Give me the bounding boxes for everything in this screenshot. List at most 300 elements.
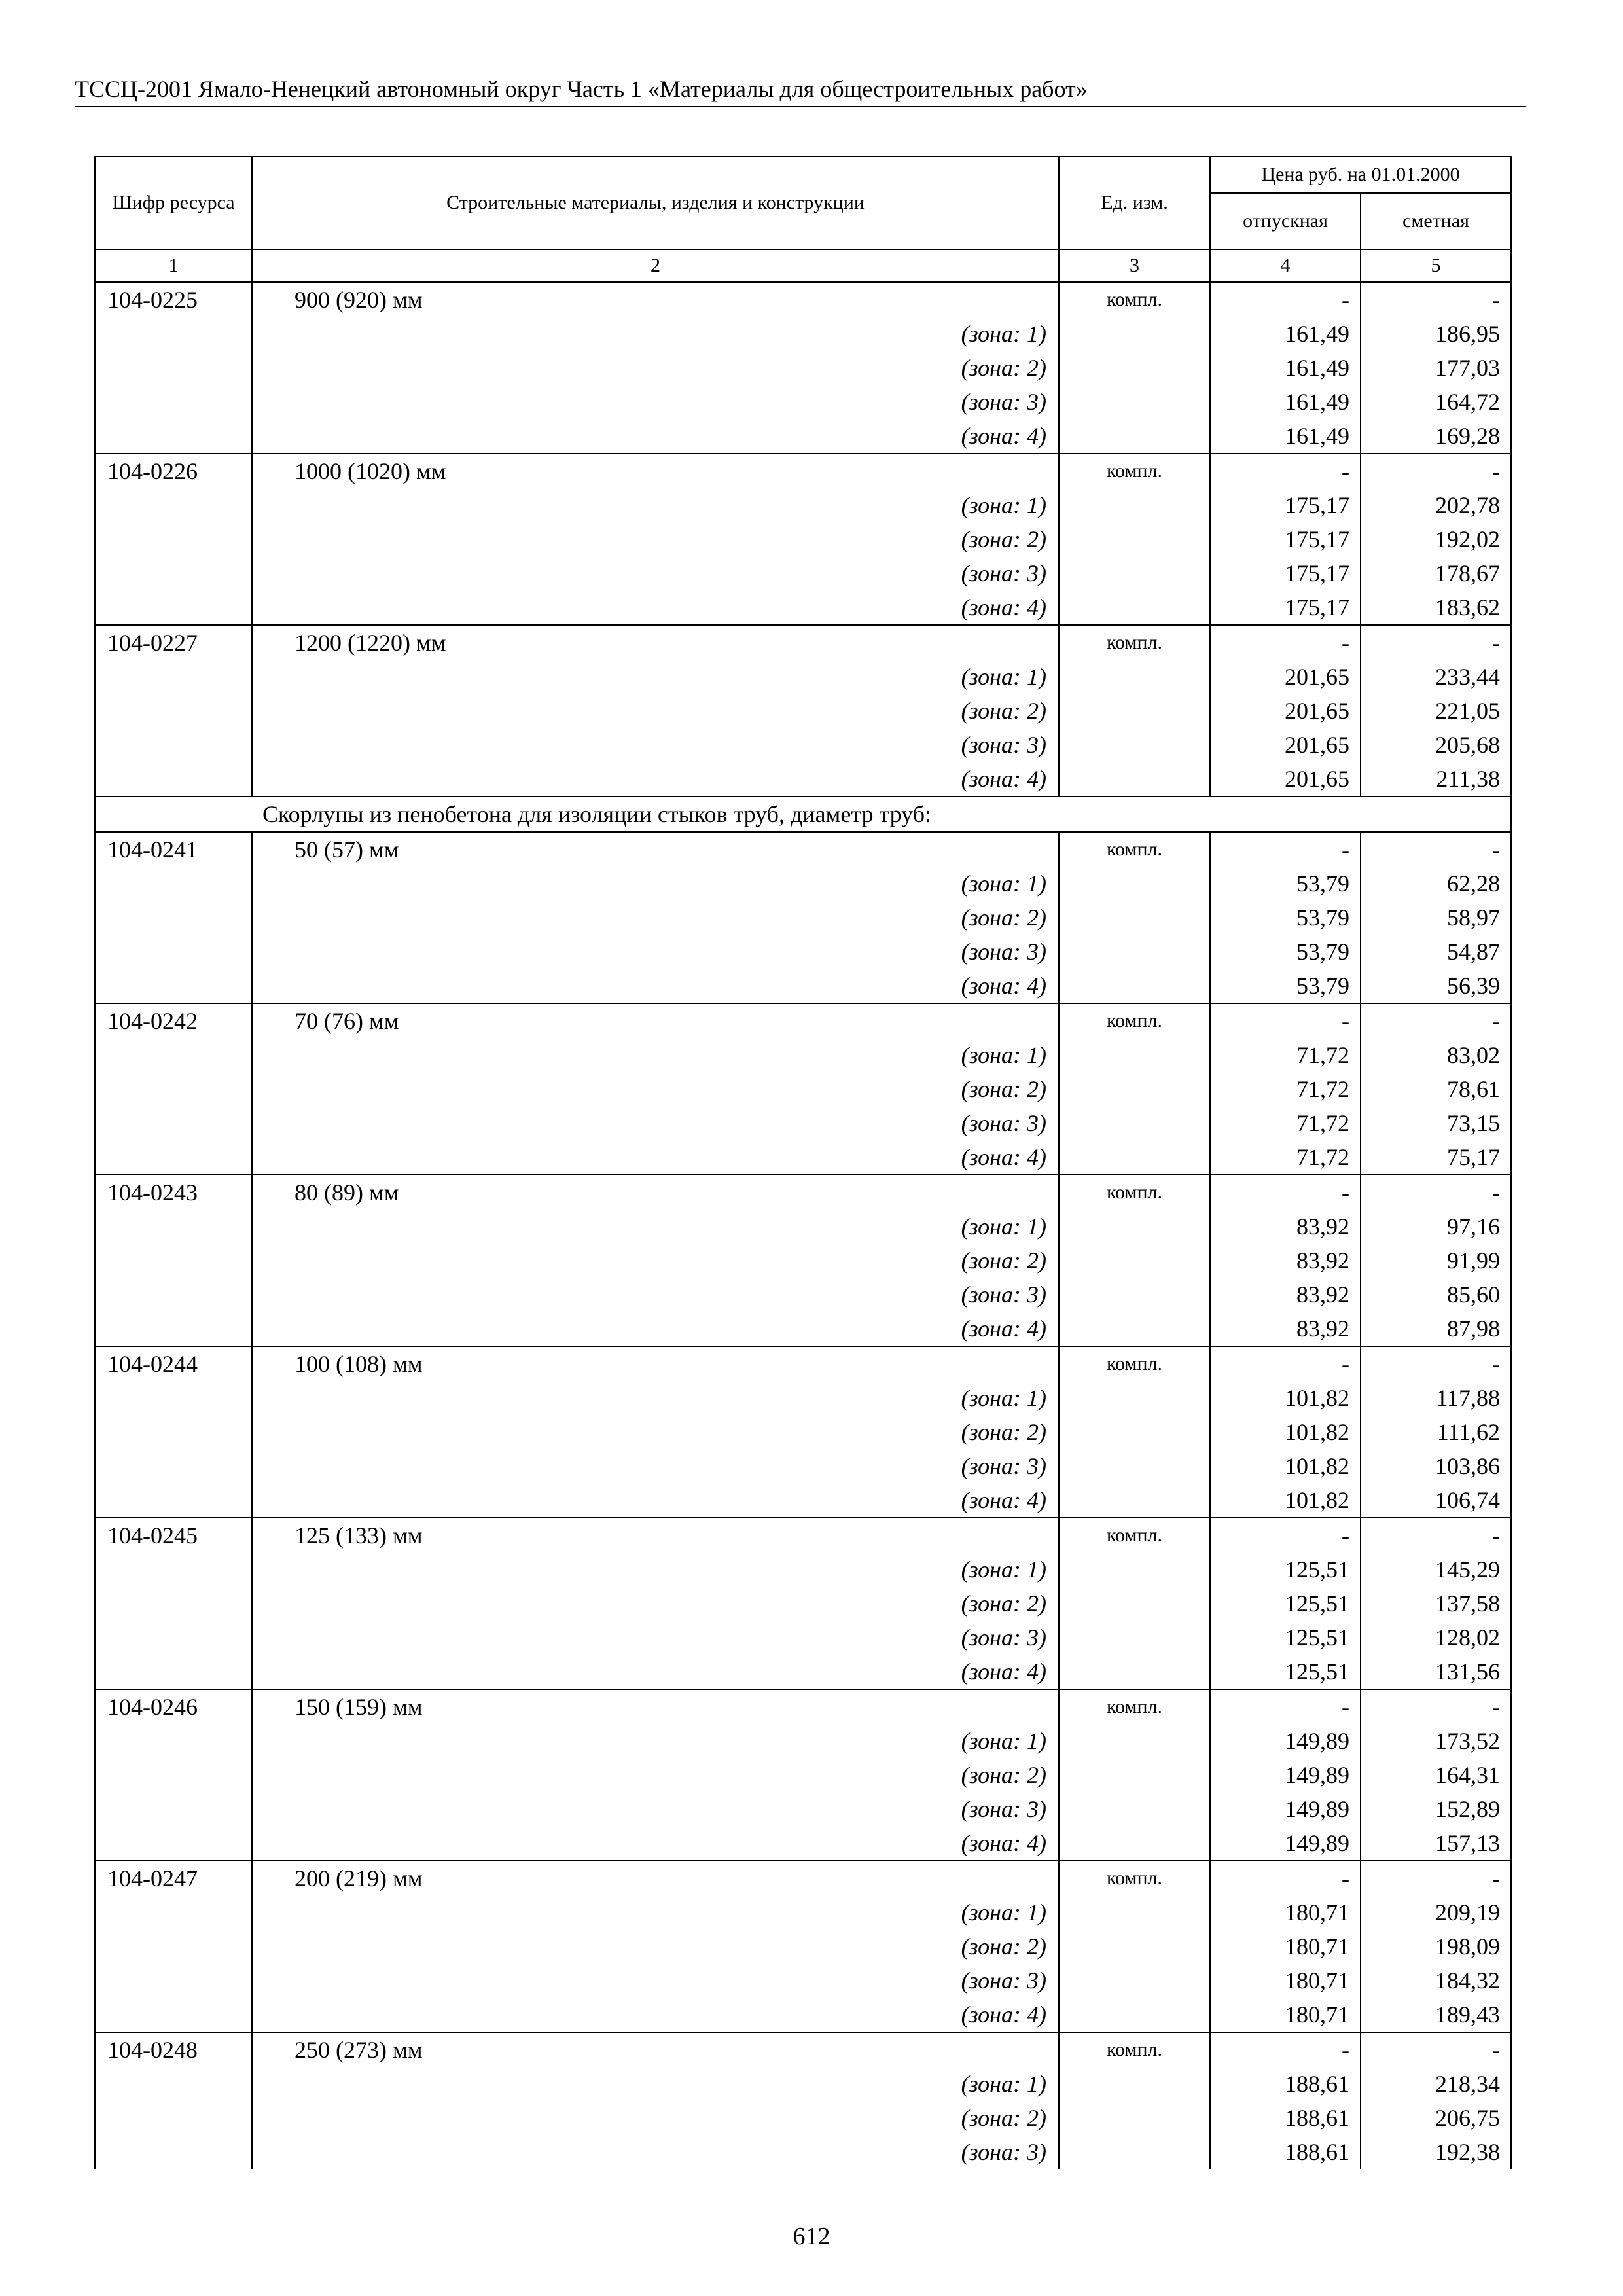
release-price: 201,65 — [1210, 660, 1361, 694]
zone-row — [95, 935, 1511, 969]
estimate-price: 87,98 — [1361, 1312, 1511, 1346]
unit-cell — [1059, 1210, 1210, 1244]
resource-code — [95, 1826, 252, 1861]
release-price: 188,61 — [1210, 2101, 1361, 2135]
resource-code — [95, 694, 252, 728]
zone-label: (зона: 1) — [252, 488, 1059, 522]
resource-code — [95, 660, 252, 694]
resource-code: 104-0246 — [95, 1689, 252, 1724]
table-row — [95, 1689, 1511, 1724]
unit-cell — [1059, 1895, 1210, 1929]
table-header — [95, 156, 1511, 282]
estimate-price: 198,09 — [1361, 1929, 1511, 1964]
unit-cell — [1059, 1552, 1210, 1587]
resource-code — [95, 1449, 252, 1483]
release-price: 149,89 — [1210, 1792, 1361, 1826]
estimate-price: - — [1361, 2032, 1511, 2067]
estimate-price: 83,02 — [1361, 1038, 1511, 1072]
col-unit-header: Ед. изм. — [1059, 156, 1210, 249]
table-row — [95, 282, 1511, 317]
zone-row — [95, 1038, 1511, 1072]
release-price: 71,72 — [1210, 1106, 1361, 1140]
table-row — [95, 1346, 1511, 1381]
material-name: 250 (273) мм — [252, 2032, 1059, 2067]
unit-cell: компл. — [1059, 625, 1210, 660]
release-price: 101,82 — [1210, 1449, 1361, 1483]
zone-label: (зона: 1) — [252, 660, 1059, 694]
table-row — [95, 2032, 1511, 2067]
zone-row — [95, 1072, 1511, 1106]
col-number: 5 — [1361, 249, 1511, 282]
release-price: 71,72 — [1210, 1140, 1361, 1175]
estimate-price: 205,68 — [1361, 728, 1511, 762]
zone-label: (зона: 3) — [252, 1278, 1059, 1312]
zone-row — [95, 1210, 1511, 1244]
resource-code — [95, 1587, 252, 1621]
zone-row — [95, 1278, 1511, 1312]
zone-row — [95, 1552, 1511, 1587]
zone-row — [95, 1655, 1511, 1689]
estimate-price: 164,72 — [1361, 385, 1511, 419]
unit-cell — [1059, 1964, 1210, 1998]
release-price: 125,51 — [1210, 1587, 1361, 1621]
material-name: 70 (76) мм — [252, 1003, 1059, 1038]
unit-cell — [1059, 694, 1210, 728]
release-price: - — [1210, 282, 1361, 317]
zone-label: (зона: 2) — [252, 1072, 1059, 1106]
unit-cell — [1059, 1483, 1210, 1518]
table-row — [95, 1861, 1511, 1895]
zone-label: (зона: 1) — [252, 1552, 1059, 1587]
release-price: 175,17 — [1210, 590, 1361, 625]
zone-label: (зона: 3) — [252, 728, 1059, 762]
zone-label: (зона: 2) — [252, 1929, 1059, 1964]
resource-code — [95, 419, 252, 454]
estimate-price: 186,95 — [1361, 317, 1511, 351]
estimate-price: 189,43 — [1361, 1998, 1511, 2032]
estimate-price: 152,89 — [1361, 1792, 1511, 1826]
release-price: 161,49 — [1210, 385, 1361, 419]
material-name: 125 (133) мм — [252, 1518, 1059, 1552]
zone-row — [95, 1106, 1511, 1140]
unit-cell: компл. — [1059, 282, 1210, 317]
resource-code: 104-0247 — [95, 1861, 252, 1895]
resource-code — [95, 1552, 252, 1587]
unit-cell — [1059, 2067, 1210, 2101]
zone-row — [95, 590, 1511, 625]
estimate-price: 73,15 — [1361, 1106, 1511, 1140]
zone-row — [95, 1244, 1511, 1278]
resource-code — [95, 1210, 252, 1244]
unit-cell — [1059, 2101, 1210, 2135]
resource-code — [95, 1998, 252, 2032]
running-header: ТССЦ-2001 Ямало-Ненецкий автономный округ Часть 1 «Материалы для общестроительных работ» — [75, 73, 1526, 107]
table-row — [95, 832, 1511, 867]
zone-label: (зона: 4) — [252, 1140, 1059, 1175]
table-row — [95, 1175, 1511, 1210]
resource-code: 104-0244 — [95, 1346, 252, 1381]
col-number: 1 — [95, 249, 252, 282]
release-price: - — [1210, 1689, 1361, 1724]
zone-row — [95, 317, 1511, 351]
unit-cell — [1059, 762, 1210, 797]
material-name: 900 (920) мм — [252, 282, 1059, 317]
zone-label: (зона: 4) — [252, 1655, 1059, 1689]
estimate-price: 58,97 — [1361, 901, 1511, 935]
zone-row — [95, 488, 1511, 522]
resource-code — [95, 1483, 252, 1518]
resource-code — [95, 1758, 252, 1792]
zone-row — [95, 1381, 1511, 1415]
unit-cell — [1059, 1244, 1210, 1278]
resource-code — [95, 1244, 252, 1278]
zone-label: (зона: 2) — [252, 1758, 1059, 1792]
estimate-price: 178,67 — [1361, 556, 1511, 590]
release-price: 201,65 — [1210, 762, 1361, 797]
estimate-price: 183,62 — [1361, 590, 1511, 625]
release-price: 175,17 — [1210, 522, 1361, 556]
zone-label: (зона: 4) — [252, 419, 1059, 454]
release-price: - — [1210, 1175, 1361, 1210]
material-name: 50 (57) мм — [252, 832, 1059, 867]
estimate-price: 157,13 — [1361, 1826, 1511, 1861]
zone-label: (зона: 2) — [252, 694, 1059, 728]
unit-cell — [1059, 660, 1210, 694]
zone-label: (зона: 2) — [252, 901, 1059, 935]
release-price: 125,51 — [1210, 1621, 1361, 1655]
section-row — [95, 797, 1511, 832]
zone-row — [95, 901, 1511, 935]
release-price: - — [1210, 454, 1361, 488]
estimate-price: 169,28 — [1361, 419, 1511, 454]
zone-label: (зона: 3) — [252, 935, 1059, 969]
resource-code: 104-0227 — [95, 625, 252, 660]
resource-code — [95, 935, 252, 969]
material-name: 150 (159) мм — [252, 1689, 1059, 1724]
zone-row — [95, 2135, 1511, 2169]
material-name: 1000 (1020) мм — [252, 454, 1059, 488]
zone-label: (зона: 3) — [252, 385, 1059, 419]
zone-row — [95, 1449, 1511, 1483]
unit-cell — [1059, 901, 1210, 935]
zone-label: (зона: 4) — [252, 590, 1059, 625]
release-price: 161,49 — [1210, 317, 1361, 351]
zone-row — [95, 1140, 1511, 1175]
zone-row — [95, 419, 1511, 454]
unit-cell — [1059, 1929, 1210, 1964]
zone-row — [95, 660, 1511, 694]
resource-code — [95, 1106, 252, 1140]
unit-cell — [1059, 1449, 1210, 1483]
col-number: 3 — [1059, 249, 1210, 282]
estimate-price: - — [1361, 454, 1511, 488]
unit-cell: компл. — [1059, 832, 1210, 867]
unit-cell — [1059, 1381, 1210, 1415]
estimate-price: 117,88 — [1361, 1381, 1511, 1415]
release-price: 149,89 — [1210, 1826, 1361, 1861]
estimate-price: - — [1361, 1861, 1511, 1895]
release-price: - — [1210, 1518, 1361, 1552]
release-price: 53,79 — [1210, 867, 1361, 901]
table-body — [95, 282, 1511, 2169]
col-number: 2 — [252, 249, 1059, 282]
resource-code: 104-0225 — [95, 282, 252, 317]
unit-cell — [1059, 969, 1210, 1003]
resource-code — [95, 1278, 252, 1312]
release-price: 71,72 — [1210, 1072, 1361, 1106]
resource-code — [95, 1072, 252, 1106]
release-price: 101,82 — [1210, 1381, 1361, 1415]
unit-cell — [1059, 488, 1210, 522]
release-price: 149,89 — [1210, 1758, 1361, 1792]
zone-row — [95, 2101, 1511, 2135]
resource-code — [95, 317, 252, 351]
col-code-header: Шифр ресурса — [95, 156, 252, 249]
unit-cell — [1059, 419, 1210, 454]
unit-cell: компл. — [1059, 1175, 1210, 1210]
estimate-price: 177,03 — [1361, 351, 1511, 385]
resource-code — [95, 590, 252, 625]
unit-cell — [1059, 385, 1210, 419]
resource-code — [95, 1929, 252, 1964]
zone-label: (зона: 1) — [252, 1038, 1059, 1072]
col-name-header: Строительные материалы, изделия и конструкции — [252, 156, 1059, 249]
zone-label: (зона: 3) — [252, 1792, 1059, 1826]
estimate-price: - — [1361, 625, 1511, 660]
unit-cell: компл. — [1059, 454, 1210, 488]
estimate-price: - — [1361, 832, 1511, 867]
resource-code: 104-0245 — [95, 1518, 252, 1552]
zone-label: (зона: 2) — [252, 1244, 1059, 1278]
unit-cell — [1059, 1621, 1210, 1655]
release-price: 53,79 — [1210, 901, 1361, 935]
release-price: 83,92 — [1210, 1244, 1361, 1278]
table-row — [95, 625, 1511, 660]
release-price: - — [1210, 832, 1361, 867]
unit-cell — [1059, 590, 1210, 625]
estimate-price: 137,58 — [1361, 1587, 1511, 1621]
estimate-price: 75,17 — [1361, 1140, 1511, 1175]
zone-label: (зона: 3) — [252, 556, 1059, 590]
resource-code — [95, 1038, 252, 1072]
resource-code — [95, 556, 252, 590]
release-price: 83,92 — [1210, 1312, 1361, 1346]
resource-code — [95, 1140, 252, 1175]
resource-code: 104-0243 — [95, 1175, 252, 1210]
col-number: 4 — [1210, 249, 1361, 282]
material-name: 80 (89) мм — [252, 1175, 1059, 1210]
zone-row — [95, 1621, 1511, 1655]
estimate-price: 111,62 — [1361, 1415, 1511, 1449]
zone-row — [95, 1998, 1511, 2032]
estimate-price: - — [1361, 1003, 1511, 1038]
table-row — [95, 454, 1511, 488]
zone-label: (зона: 3) — [252, 1621, 1059, 1655]
unit-cell — [1059, 1072, 1210, 1106]
release-price: 180,71 — [1210, 1929, 1361, 1964]
resource-code: 104-0242 — [95, 1003, 252, 1038]
unit-cell — [1059, 1758, 1210, 1792]
resource-code — [95, 2101, 252, 2135]
estimate-price: 85,60 — [1361, 1278, 1511, 1312]
estimate-price: 209,19 — [1361, 1895, 1511, 1929]
resource-code — [95, 2135, 252, 2169]
zone-row — [95, 867, 1511, 901]
release-price: 180,71 — [1210, 1964, 1361, 1998]
release-price: 53,79 — [1210, 969, 1361, 1003]
zone-label: (зона: 4) — [252, 1826, 1059, 1861]
unit-cell: компл. — [1059, 1518, 1210, 1552]
release-price: - — [1210, 2032, 1361, 2067]
zone-label: (зона: 2) — [252, 522, 1059, 556]
price-table — [94, 156, 1512, 2169]
resource-code — [95, 867, 252, 901]
zone-row — [95, 1415, 1511, 1449]
estimate-price: - — [1361, 282, 1511, 317]
estimate-price: 164,31 — [1361, 1758, 1511, 1792]
release-price: 101,82 — [1210, 1483, 1361, 1518]
unit-cell — [1059, 1724, 1210, 1758]
zone-label: (зона: 1) — [252, 1724, 1059, 1758]
release-price: - — [1210, 625, 1361, 660]
zone-row — [95, 385, 1511, 419]
release-price: 175,17 — [1210, 488, 1361, 522]
zone-row — [95, 694, 1511, 728]
unit-cell: компл. — [1059, 1861, 1210, 1895]
unit-cell — [1059, 1415, 1210, 1449]
unit-cell — [1059, 1312, 1210, 1346]
release-price: 53,79 — [1210, 935, 1361, 969]
estimate-price: 56,39 — [1361, 969, 1511, 1003]
zone-row — [95, 1724, 1511, 1758]
page-number: 612 — [793, 2223, 830, 2250]
zone-label: (зона: 1) — [252, 1210, 1059, 1244]
estimate-price: 128,02 — [1361, 1621, 1511, 1655]
resource-code: 104-0226 — [95, 454, 252, 488]
zone-label: (зона: 2) — [252, 1415, 1059, 1449]
resource-code — [95, 1312, 252, 1346]
zone-label: (зона: 3) — [252, 1106, 1059, 1140]
release-price: 101,82 — [1210, 1415, 1361, 1449]
material-name: 200 (219) мм — [252, 1861, 1059, 1895]
estimate-price: - — [1361, 1175, 1511, 1210]
unit-cell — [1059, 1278, 1210, 1312]
unit-cell — [1059, 1655, 1210, 1689]
zone-row — [95, 2067, 1511, 2101]
col-price-header: Цена руб. на 01.01.2000 — [1210, 156, 1511, 193]
estimate-price: - — [1361, 1689, 1511, 1724]
resource-code — [95, 762, 252, 797]
zone-row — [95, 1826, 1511, 1861]
section-title: Скорлупы из пенобетона для изоляции стыков труб, диаметр труб: — [95, 797, 1511, 832]
release-price: 175,17 — [1210, 556, 1361, 590]
zone-row — [95, 762, 1511, 797]
resource-code — [95, 728, 252, 762]
zone-label: (зона: 2) — [252, 2101, 1059, 2135]
estimate-price: 145,29 — [1361, 1552, 1511, 1587]
release-price: 188,61 — [1210, 2135, 1361, 2169]
estimate-price: 62,28 — [1361, 867, 1511, 901]
unit-cell — [1059, 1106, 1210, 1140]
zone-label: (зона: 1) — [252, 867, 1059, 901]
resource-code — [95, 969, 252, 1003]
estimate-price: 221,05 — [1361, 694, 1511, 728]
unit-cell — [1059, 1587, 1210, 1621]
unit-cell — [1059, 1998, 1210, 2032]
unit-cell — [1059, 522, 1210, 556]
zone-row — [95, 1929, 1511, 1964]
estimate-price: 97,16 — [1361, 1210, 1511, 1244]
resource-code — [95, 1415, 252, 1449]
unit-cell — [1059, 728, 1210, 762]
zone-label: (зона: 4) — [252, 762, 1059, 797]
release-price: 201,65 — [1210, 694, 1361, 728]
zone-row — [95, 1895, 1511, 1929]
unit-cell — [1059, 1038, 1210, 1072]
zone-row — [95, 969, 1511, 1003]
release-price: 180,71 — [1210, 1998, 1361, 2032]
unit-cell: компл. — [1059, 1689, 1210, 1724]
estimate-price: 206,75 — [1361, 2101, 1511, 2135]
zone-label: (зона: 1) — [252, 1895, 1059, 1929]
estimate-price: 106,74 — [1361, 1483, 1511, 1518]
release-price: 83,92 — [1210, 1210, 1361, 1244]
release-price: 83,92 — [1210, 1278, 1361, 1312]
zone-row — [95, 1587, 1511, 1621]
zone-label: (зона: 4) — [252, 1483, 1059, 1518]
estimate-price: 54,87 — [1361, 935, 1511, 969]
estimate-price: 233,44 — [1361, 660, 1511, 694]
zone-label: (зона: 2) — [252, 1587, 1059, 1621]
resource-code — [95, 1621, 252, 1655]
release-price: 188,61 — [1210, 2067, 1361, 2101]
estimate-price: 103,86 — [1361, 1449, 1511, 1483]
estimate-price: 173,52 — [1361, 1724, 1511, 1758]
zone-label: (зона: 4) — [252, 969, 1059, 1003]
resource-code — [95, 2067, 252, 2101]
release-price: 180,71 — [1210, 1895, 1361, 1929]
release-price: 201,65 — [1210, 728, 1361, 762]
estimate-price: 91,99 — [1361, 1244, 1511, 1278]
zone-row — [95, 1964, 1511, 1998]
col-release-header: отпускная — [1210, 193, 1361, 249]
zone-row — [95, 1758, 1511, 1792]
unit-cell — [1059, 935, 1210, 969]
release-price: 71,72 — [1210, 1038, 1361, 1072]
estimate-price: 192,02 — [1361, 522, 1511, 556]
unit-cell — [1059, 1826, 1210, 1861]
estimate-price: 184,32 — [1361, 1964, 1511, 1998]
zone-row — [95, 1312, 1511, 1346]
unit-cell — [1059, 556, 1210, 590]
zone-label: (зона: 3) — [252, 1449, 1059, 1483]
unit-cell: компл. — [1059, 1003, 1210, 1038]
resource-code — [95, 385, 252, 419]
estimate-price: 211,38 — [1361, 762, 1511, 797]
material-name: 1200 (1220) мм — [252, 625, 1059, 660]
resource-code — [95, 1792, 252, 1826]
zone-label: (зона: 1) — [252, 317, 1059, 351]
estimate-price: 218,34 — [1361, 2067, 1511, 2101]
resource-code — [95, 1964, 252, 1998]
table-row — [95, 1518, 1511, 1552]
unit-cell — [1059, 2135, 1210, 2169]
zone-label: (зона: 4) — [252, 1312, 1059, 1346]
resource-code — [95, 351, 252, 385]
material-name: 100 (108) мм — [252, 1346, 1059, 1381]
zone-row — [95, 728, 1511, 762]
resource-code — [95, 522, 252, 556]
